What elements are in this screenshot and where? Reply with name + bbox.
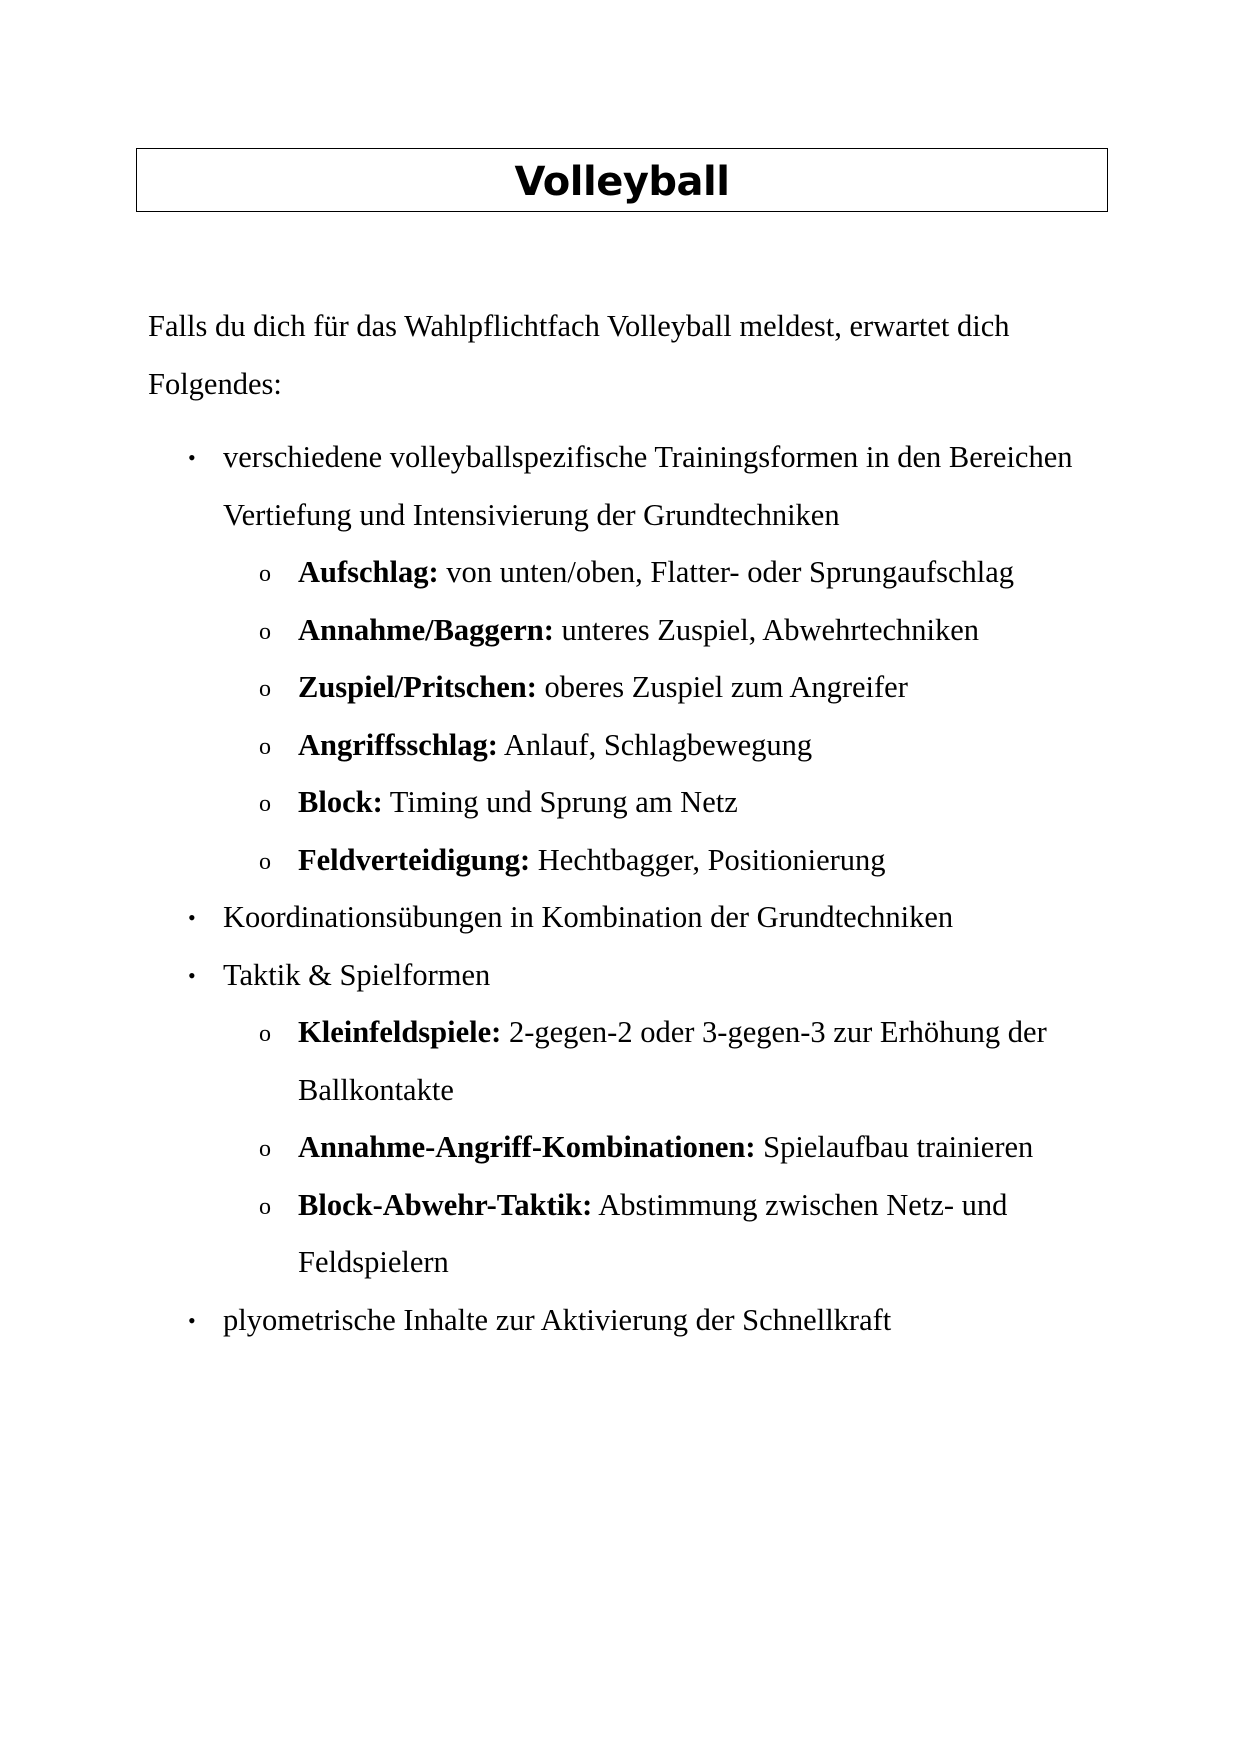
intro-paragraph: Falls du dich für das Wahlpflichtfach Volleyball meldest, erwartet dich Folgendes:	[148, 309, 1010, 401]
main-list	[148, 429, 1108, 1349]
circle-bullet-icon: o	[259, 676, 271, 702]
circle-bullet-icon: o	[259, 561, 271, 587]
bullet-icon: •	[188, 962, 196, 988]
circle-bullet-icon: o	[259, 791, 271, 817]
sub-list	[223, 1004, 1108, 1292]
bullet-icon: •	[188, 1307, 196, 1333]
sub-item-term: Kleinfeldspiele:	[298, 1015, 502, 1049]
circle-bullet-icon: o	[259, 848, 271, 875]
sub-item-text: Abstimmung zwischen Netz- und Feldspielern	[298, 1187, 1008, 1279]
sub-item-term: Feldverteidigung:	[298, 842, 531, 877]
list-item	[148, 1292, 1108, 1350]
sub-list-item	[223, 1119, 1108, 1177]
sub-list-item	[223, 544, 1108, 602]
title-box	[136, 148, 1108, 212]
sub-list	[223, 544, 1108, 889]
circle-bullet-icon: o	[259, 1136, 271, 1162]
list-item	[148, 947, 1108, 1292]
sub-item-term: Block-Abwehr-Taktik:	[298, 1187, 593, 1222]
circle-bullet-icon: o	[259, 618, 271, 645]
list-item-text: verschiedene volleyballspezifische Trainingsformen in den Bereichen Vertiefung und Intensivierung der Grundtechniken	[223, 440, 1073, 532]
list-item-text: Taktik & Spielformen	[223, 957, 491, 992]
sub-item-text: von unten/oben, Flatter- oder Sprungaufschlag	[438, 555, 1015, 589]
bullet-icon: •	[188, 445, 196, 470]
list-item	[148, 429, 1108, 889]
sub-item-text: Anlauf, Schlagbewegung	[497, 727, 813, 762]
sub-item-term: Block:	[298, 785, 383, 819]
sub-list-item	[223, 659, 1108, 717]
sub-item-term: Angriffsschlag:	[298, 727, 498, 762]
list-item-text: Koordinationsübungen in Kombination der Grundtechniken	[223, 900, 954, 934]
sub-item-text: 2-gegen-2 oder 3-gegen-3 zur Erhöhung der Ballkontakte	[298, 1015, 1047, 1107]
sub-item-text: Spielaufbau trainieren	[755, 1130, 1034, 1164]
sub-item-term: Annahme/Baggern:	[298, 612, 554, 647]
sub-item-text: unteres Zuspiel, Abwehrtechniken	[553, 612, 980, 647]
sub-item-term: Aufschlag:	[298, 555, 439, 589]
list-item	[148, 889, 1108, 947]
circle-bullet-icon: o	[259, 733, 271, 760]
list-item-text: plyometrische Inhalte zur Aktivierung der Schnellkraft	[223, 1302, 892, 1337]
sub-item-term: Annahme-Angriff-Kombinationen:	[298, 1130, 756, 1164]
sub-list-item	[223, 1177, 1108, 1292]
sub-list-item	[223, 717, 1108, 775]
sub-list-item	[223, 832, 1108, 890]
circle-bullet-icon: o	[259, 1021, 271, 1047]
sub-list-item	[223, 1004, 1108, 1119]
sub-item-text: Hechtbagger, Positionierung	[530, 842, 886, 877]
bullet-icon: •	[188, 905, 196, 930]
sub-item-text: oberes Zuspiel zum Angreifer	[536, 670, 908, 704]
sub-list-item	[223, 774, 1108, 832]
document-body	[148, 298, 1108, 1349]
sub-item-term: Zuspiel/Pritschen:	[298, 670, 537, 704]
sub-list-item	[223, 602, 1108, 660]
circle-bullet-icon: o	[259, 1193, 271, 1220]
sub-item-text: Timing und Sprung am Netz	[382, 785, 738, 819]
page-title: Volleyball	[514, 159, 730, 205]
